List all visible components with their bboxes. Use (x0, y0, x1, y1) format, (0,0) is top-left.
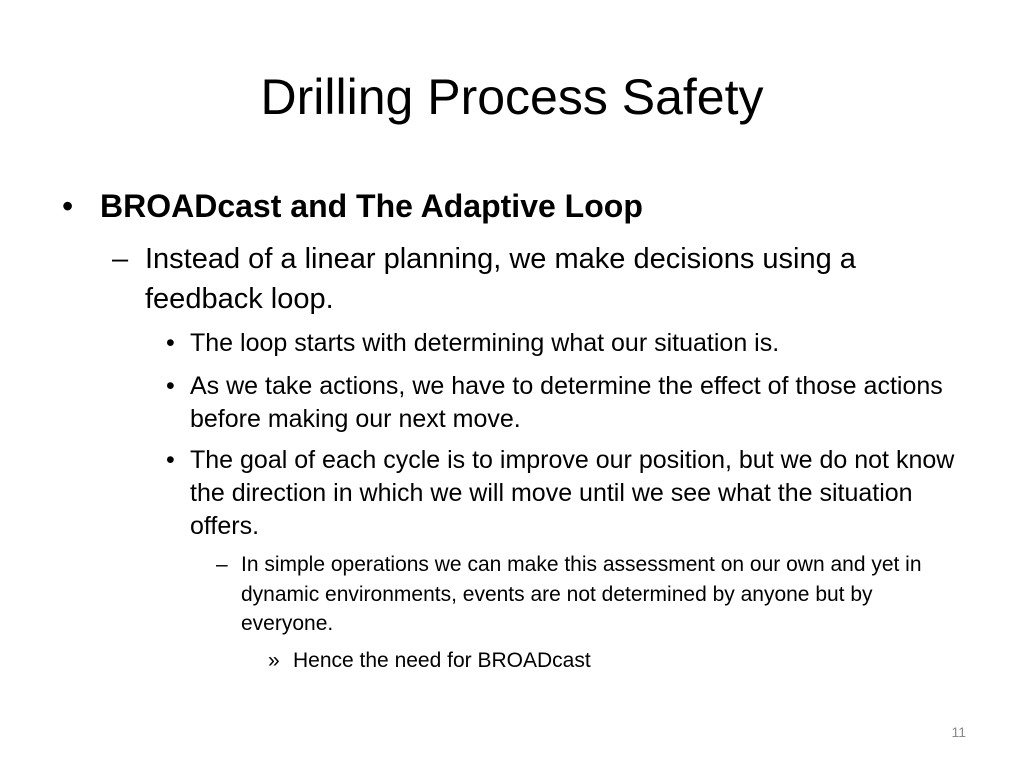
bullet-text: In simple operations we can make this assessment on our own and yet in dynamic environments, events are not determined by anyone but by everyone. (241, 553, 922, 635)
bullet-text: BROADcast and The Adaptive Loop (100, 188, 643, 224)
bullet-icon: • (166, 372, 175, 400)
bullet-text: Hence the need for BROADcast (293, 649, 591, 672)
bullet-item-level-3 (166, 327, 966, 360)
bullet-icon: • (166, 446, 175, 474)
bullet-text: The loop starts with determining what our situation is. (190, 329, 780, 357)
page-number: 11 (951, 724, 966, 740)
bullet-icon: • (166, 329, 175, 357)
bullet-item-level-3 (166, 444, 966, 543)
slide-title: Drilling Process Safety (260, 69, 764, 125)
bullet-text: Instead of a linear planning, we make decisions using a feedback loop. (145, 243, 856, 315)
bullet-item-level-5 (268, 646, 948, 675)
bullet-icon: • (62, 188, 74, 224)
bullet-item-level-3 (166, 370, 966, 436)
bullet-text: As we take actions, we have to determine the effect of those actions before making our next move. (190, 372, 943, 433)
double-chevron-icon: » (268, 649, 280, 672)
dash-icon: – (112, 243, 129, 275)
bullet-item-level-4 (216, 550, 956, 639)
bullet-item-level-2 (112, 239, 962, 319)
dash-icon: – (216, 553, 228, 576)
bullet-text: The goal of each cycle is to improve our position, but we do not know the direction in which we will move until we see what the situation offers. (190, 446, 955, 540)
bullet-item-level-1 (62, 185, 962, 227)
